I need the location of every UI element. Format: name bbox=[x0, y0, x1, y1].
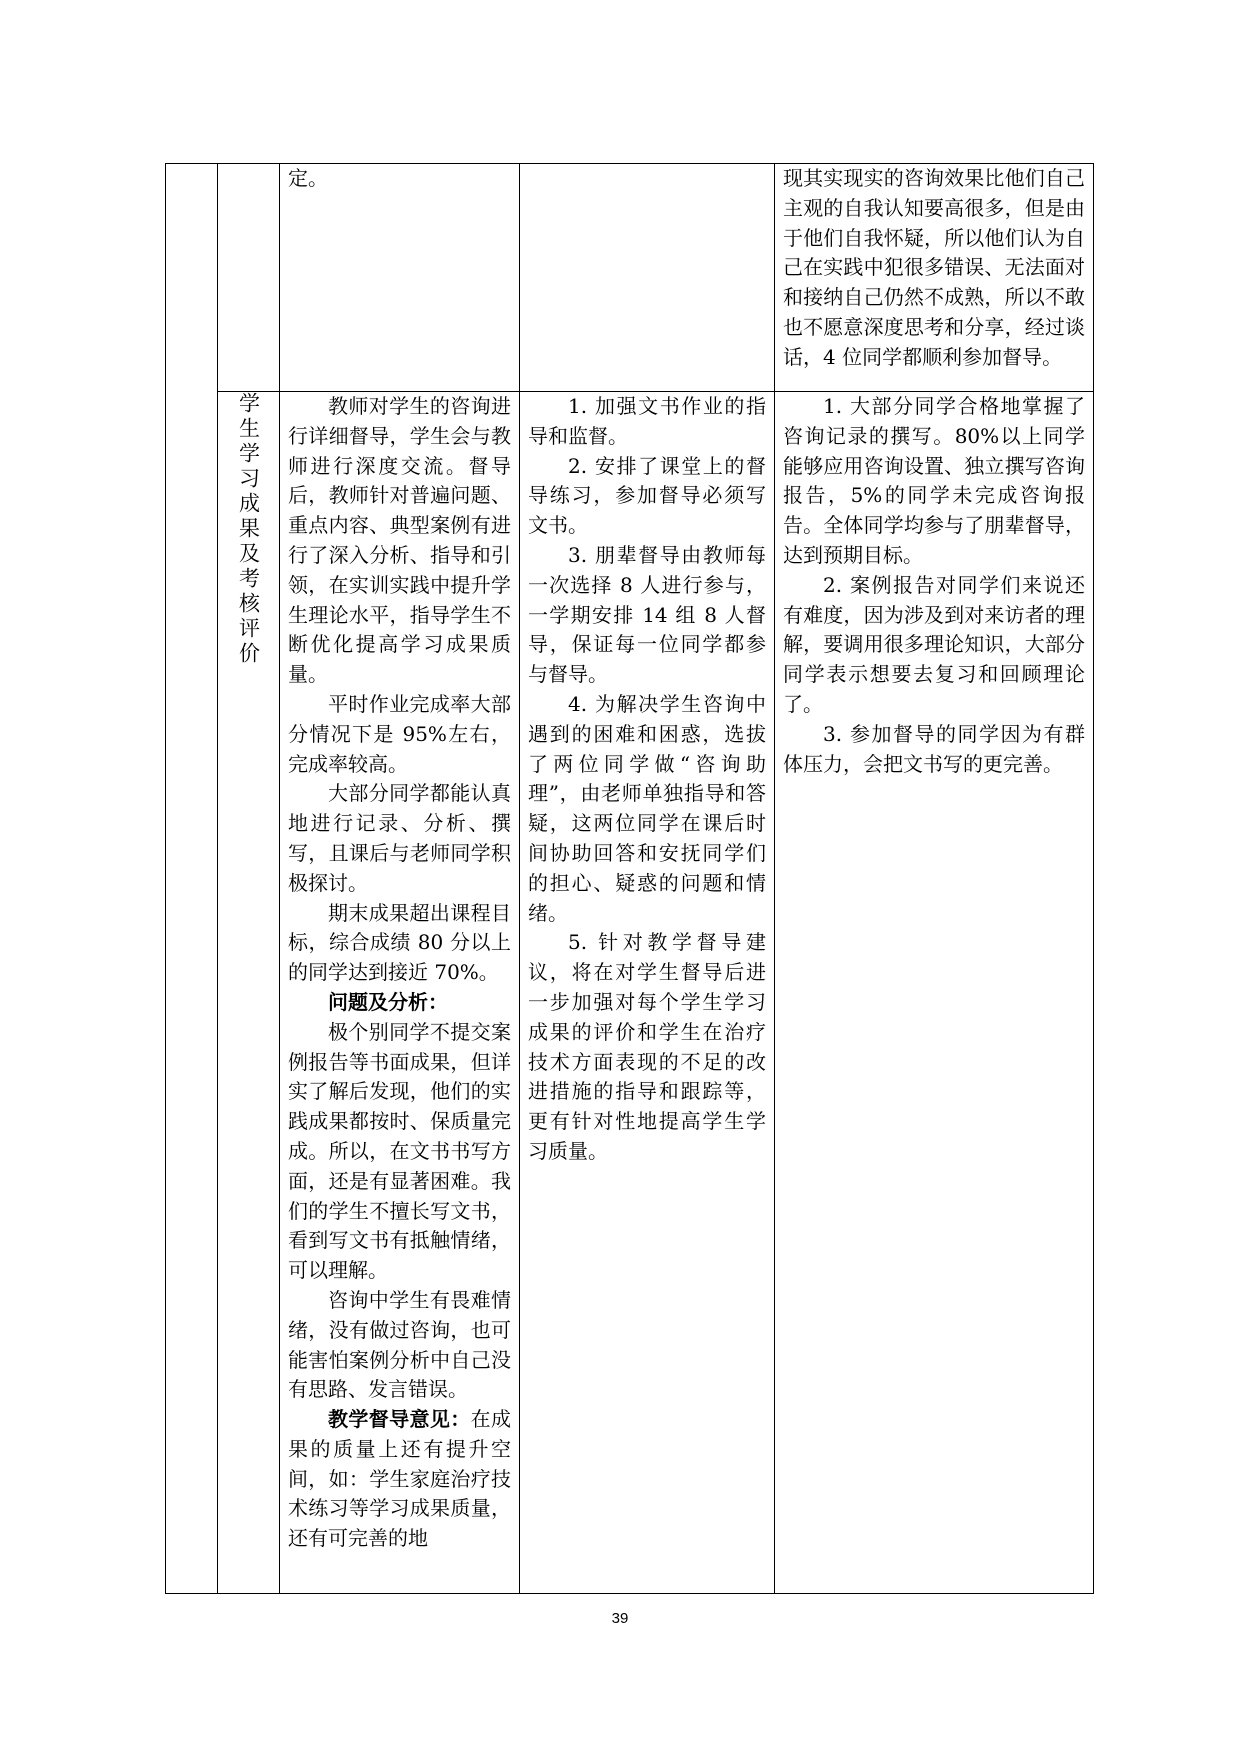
outcomes-cell bbox=[280, 392, 520, 1594]
problems-paragraph: 咨询中学生有畏难情绪，没有做过咨询，也可能害怕案例分析中自己没有思路、发言错误。 bbox=[288, 1287, 511, 1402]
measure-item: 4. 为解决学生咨询中遇到的困难和困惑，选拔了两位同学做“咨询助理”，由老师单独指导和答疑，这两位同学在课后时间协助回答和安抚同学们的担心、疑惑的问题和情绪。 bbox=[528, 691, 766, 925]
result-item: 1. 大部分同学合格地掌握了咨询记录的撰写。80%以上同学能够应用咨询设置、独立撰写咨询报告，5%的同学未完成咨询报告。全体同学均参与了朋辈督导，达到预期目标。 bbox=[783, 394, 1085, 567]
row1-content-text: 定。 bbox=[288, 166, 328, 190]
supervision-opinion-label: 教学督导意见： bbox=[328, 1407, 471, 1432]
evaluation-table bbox=[165, 163, 1094, 1594]
measure-item: 1. 加强文书作业的指导和监督。 bbox=[528, 394, 766, 448]
category-blank-cell bbox=[218, 164, 280, 392]
table-row-continued bbox=[166, 164, 1094, 392]
outcomes-paragraph: 大部分同学都能认真地进行记录、分析、撰写，且课后与老师同学积极探讨。 bbox=[288, 781, 511, 895]
supervision-opinion bbox=[288, 1405, 511, 1554]
result-item: 2. 案例报告对同学们来说还有难度，因为涉及到对来访者的理解，要调用很多理论知识，大部分同学表示想要去复习和回顾理论了。 bbox=[783, 572, 1085, 716]
outcomes-paragraph: 教师对学生的咨询进行详细督导，学生会与教师进行深度交流。督导后，教师针对普遍问题、重点内容、典型案例有进行了深入分析、指导和引领，在实训实践中提升学生理论水平，指导学生不断优化提高学习成果质量。 bbox=[288, 394, 511, 687]
outcomes-paragraph: 平时作业完成率大部分情况下是 95%左右，完成率较高。 bbox=[288, 691, 511, 776]
measure-item: 3. 朋辈督导由教师每一次选择 8 人进行参与，一学期安排 14 组 8 人督导，保证每一位同学都参与督导。 bbox=[528, 542, 766, 687]
problems-heading: 问题及分析： bbox=[328, 989, 448, 1014]
table-row-learning-outcomes bbox=[166, 392, 1094, 1594]
measure-item: 5. 针对教学督导建议，将在对学生督导后进一步加强对每个学生学习成果的评价和学生在治疗技术方面表现的不足的改进措施的指导和跟踪等，更有针对性地提高学生学习质量。 bbox=[528, 930, 766, 1163]
measure-item: 2. 安排了课堂上的督导练习，参加督导必须写文书。 bbox=[528, 453, 766, 538]
category-label-cell bbox=[218, 392, 280, 1594]
outer-blank-cell bbox=[166, 164, 218, 1594]
category-label: 学生学习成果及考核评价 bbox=[236, 392, 261, 667]
result-item: 3. 参加督导的同学因为有群体压力，会把文书写的更完善。 bbox=[783, 721, 1085, 776]
problems-paragraph: 极个别同学不提交案例报告等书面成果，但详实了解后发现，他们的实践成果都按时、保质量完成。所以，在文书书写方面，还是有显著困难。我们的学生不擅长写文书，看到写文书有抵触情绪，可以理解。 bbox=[288, 1019, 511, 1283]
measures-cell bbox=[520, 392, 775, 1594]
row1-result-text: 现其实现实的咨询效果比他们自己主观的自我认知要高很多，但是由于他们自我怀疑，所以他们认为自己在实践中犯很多错误、无法面对和接纳自己仍然不成熟，所以不敢也不愿意深度思考和分享，经过谈话，4 位同学都顺利参加督导。 bbox=[783, 166, 1085, 369]
supervision-opinion-text: 在成果的质量上还有提升空间，如：学生家庭治疗技术练习等学习成果质量，还有可完善的地 bbox=[288, 1407, 511, 1551]
row1-content-cell bbox=[280, 164, 520, 392]
row1-result-cell bbox=[775, 164, 1094, 392]
page-number: 39 bbox=[611, 1610, 629, 1627]
outcomes-paragraph: 期末成果超出课程目标，综合成绩 80 分以上的同学达到接近 70%。 bbox=[288, 900, 511, 985]
results-cell bbox=[775, 392, 1094, 1594]
row1-measures-cell bbox=[520, 164, 775, 392]
